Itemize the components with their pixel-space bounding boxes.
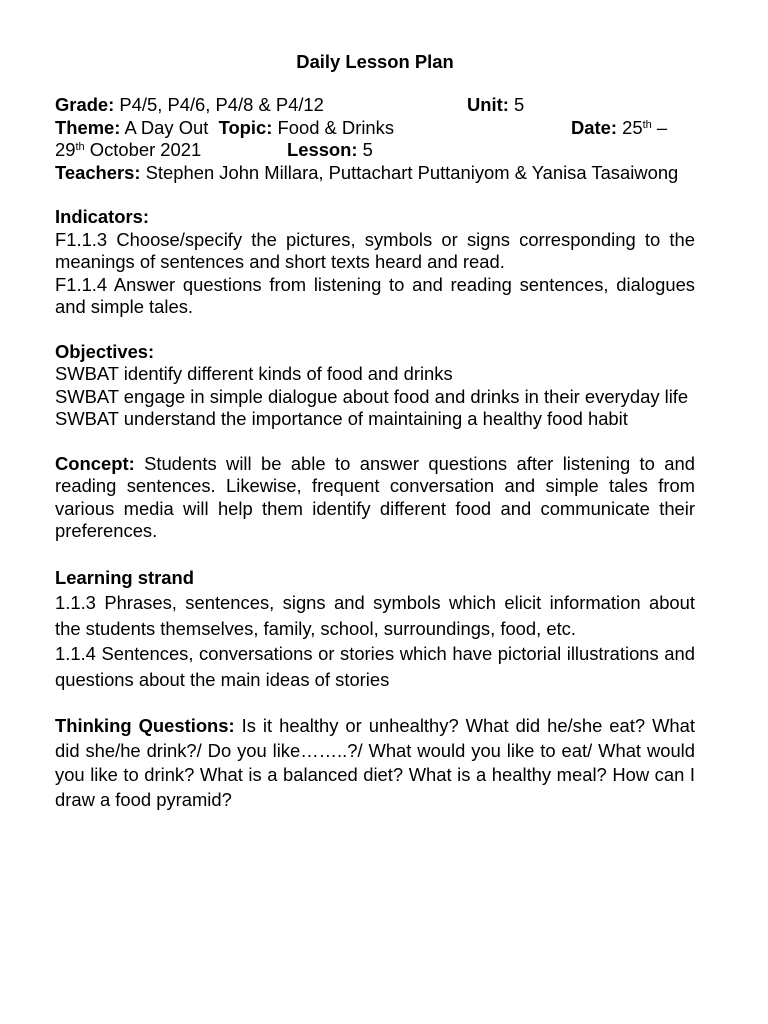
date-end-rest: October 2021 [89,139,202,160]
objective-item: SWBAT understand the importance of maintaining a healthy food habit [55,408,628,429]
teachers-label: Teachers: [55,161,141,183]
topic-value: Food & Drinks [277,116,395,138]
date-dash: – [656,116,668,138]
date-field [571,117,667,140]
date-start-num: 25 [622,116,643,138]
learning-strand-heading: Learning strand [55,566,194,588]
lesson-field [287,139,373,162]
teachers-value: Stephen John Millara, Puttachart Puttaniyom & Yanisa Tasaiwong [145,161,679,183]
concept-label: Concept: [55,452,135,474]
date-label: Date: [571,116,617,138]
indicator-item: F1.1.3 Choose/specify the pictures, symbols or signs corresponding to the meanings of sentences and short texts heard and read. [55,228,695,272]
lesson-plan-page [55,50,695,812]
teachers-field [55,162,695,185]
date-start-sup: th [642,118,652,131]
grade-unit-row [55,94,695,117]
objectives-heading: Objectives: [55,340,155,362]
learning-strand-item: 1.1.4 Sentences, conversations or stories which have pictorial illustrations and questions about the main ideas of stories [55,643,695,690]
concept-text: Students will be able to answer questions after listening to and reading sentences. Likewise, frequent conversation and simple tales from various media will help them identify different food and communicate their preferences. [55,452,695,541]
learning-strand-item: 1.1.3 Phrases, sentences, signs and symbols which elicit information about the students themselves, family, school, surroundings, food, etc. [55,592,695,639]
indicators-heading: Indicators: [55,206,150,227]
objective-item: SWBAT identify different kinds of food and drinks [55,363,453,384]
concept-paragraph [55,453,695,543]
topic-label: Topic: [218,116,273,138]
date-end-num: 29 [55,139,76,160]
unit-field [467,94,524,117]
unit-value: 5 [514,94,525,115]
theme-label: Theme: [55,116,121,138]
indicator-item: F1.1.4 Answer questions from listening to and reading sentences, dialogues and simple tales. [55,273,695,317]
page-title: Daily Lesson Plan [296,51,454,72]
grade-field [55,94,324,117]
theme-topic-date-row [55,117,695,140]
thinking-questions-paragraph [55,714,695,812]
theme-topic-field [55,117,394,140]
grade-value: P4/5, P4/6, P4/8 & P4/12 [119,94,324,115]
theme-value: A Day Out [124,116,209,138]
date-lesson-row [55,139,695,162]
date-end-sup: th [75,141,85,153]
lesson-value: 5 [362,139,373,160]
objective-item: SWBAT engage in simple dialogue about food and drinks in their everyday life [55,385,689,407]
grade-label: Grade: [55,94,115,115]
date-end-field [55,139,201,162]
lesson-label: Lesson: [287,139,358,160]
unit-label: Unit: [467,94,509,115]
thinking-questions-label: Thinking Questions: [55,715,235,736]
thinking-questions-text: Is it healthy or unhealthy? What did he/she eat? What did she/he drink?/ Do you like……..?/ What would you like to eat/ What would you like to drink? What is a balanced diet? What is a healthy meal? How can I draw a food pyramid? [55,715,695,810]
